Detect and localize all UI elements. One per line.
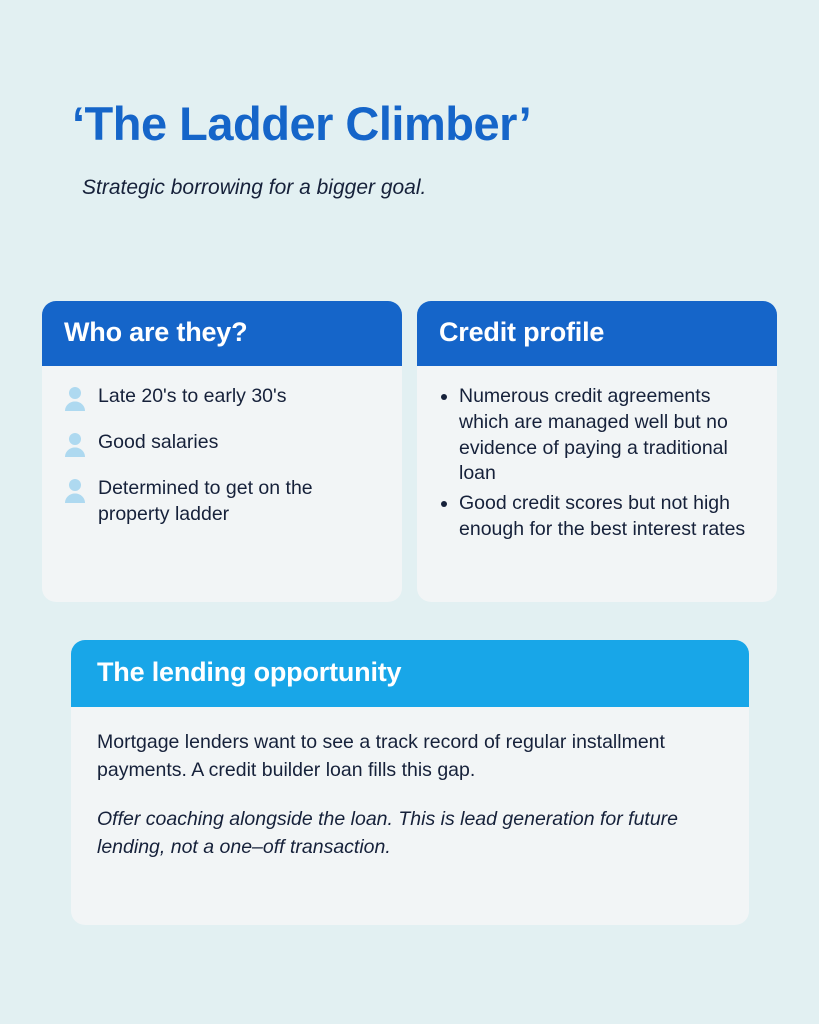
card-lending-opportunity-heading: The lending opportunity [71,640,749,707]
page-title: ‘The Ladder Climber’ [72,97,532,150]
person-icon [64,432,86,458]
list-item [64,476,382,527]
list-item-label: Late 20's to early 30's [98,385,287,408]
page-subtitle: Strategic borrowing for a bigger goal. [82,175,427,199]
list-item: • Good credit scores but not high enough for the best interest rates [459,491,757,542]
person-icon [64,386,86,412]
credit-profile-list [439,384,757,542]
list-item-label: Determined to get on the property ladder [98,477,313,525]
list-item: • Numerous credit agreements which are managed well but no evidence of paying a traditional loan [459,384,757,487]
card-credit-profile-body [417,366,777,562]
card-lending-opportunity-body [71,707,749,888]
card-credit-profile-heading: Credit profile [417,301,777,366]
list-item [64,384,382,412]
header [72,98,772,201]
opportunity-paragraph: Mortgage lenders want to see a track record of regular installment payments. A credit builder loan fills this gap. [97,731,665,781]
list-item-label: Good salaries [98,431,219,454]
list-item [64,430,382,458]
card-lending-opportunity [71,640,749,925]
card-credit-profile [417,301,777,602]
person-icon [64,478,86,504]
card-who-are-they [42,301,402,602]
card-who-are-they-body [42,366,402,547]
opportunity-note: Offer coaching alongside the loan. This is lead generation for future lending, not a one–off transaction. [97,808,679,859]
card-who-are-they-heading: Who are they? [42,301,402,366]
person-list [64,384,382,527]
